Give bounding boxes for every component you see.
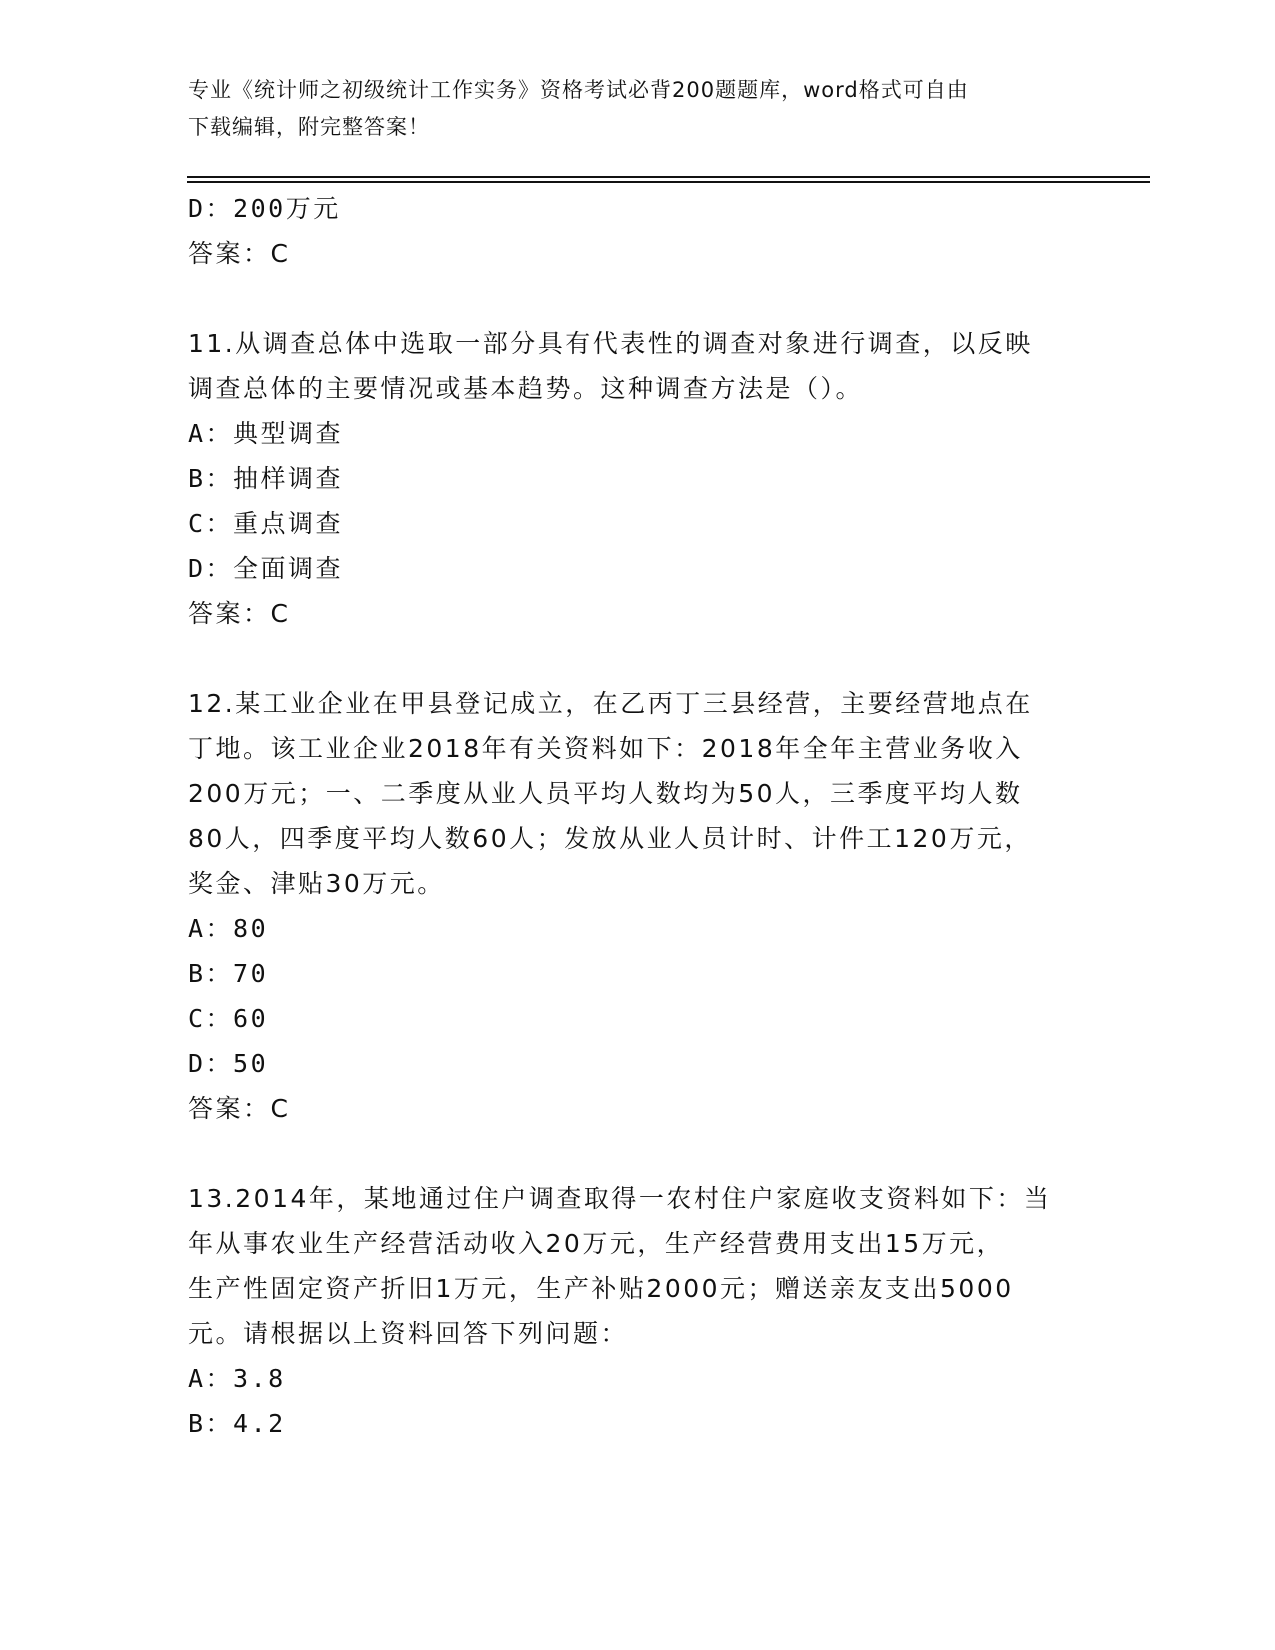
question-text-line: 200万元；一、二季度从业人员平均人数均为50人，三季度平均人数 xyxy=(188,779,1023,808)
option-a: A：典型调查 xyxy=(188,419,344,448)
option-d: D：200万元 xyxy=(188,194,341,223)
header-line-2: 下载编辑，附完整答案！ xyxy=(188,115,430,139)
document-body xyxy=(188,186,1088,1446)
spacer xyxy=(188,1131,1088,1176)
answer: 答案：C xyxy=(188,1094,291,1123)
option-a: A：3.8 xyxy=(188,1364,286,1393)
document-header xyxy=(188,72,1078,146)
question-text-line: 13.2014年，某地通过住户调查取得一农村住户家庭收支资料如下：当 xyxy=(188,1184,1052,1213)
question-text-line: 年从事农业生产经营活动收入20万元，生产经营费用支出15万元， xyxy=(188,1229,1005,1258)
question-text-line: 调查总体的主要情况或基本趋势。这种调查方法是（）。 xyxy=(188,374,864,403)
question-text-line: 80人，四季度平均人数60人；发放从业人员计时、计件工120万元， xyxy=(188,824,1032,853)
option-b: B：抽样调查 xyxy=(188,464,344,493)
spacer xyxy=(188,276,1088,321)
question-text-line: 元。请根据以上资料回答下列问题： xyxy=(188,1319,629,1348)
option-d: D：全面调查 xyxy=(188,554,344,583)
question-prev-tail xyxy=(188,186,1088,276)
option-b: B：70 xyxy=(188,959,269,988)
question-text-line: 11.从调查总体中选取一部分具有代表性的调查对象进行调查，以反映 xyxy=(188,329,1033,358)
question-text-line: 生产性固定资产折旧1万元，生产补贴2000元；赠送亲友支出5000 xyxy=(188,1274,1014,1303)
option-a: A：80 xyxy=(188,914,269,943)
option-b: B：4.2 xyxy=(188,1409,286,1438)
option-c: C：重点调查 xyxy=(188,509,344,538)
question-text-line: 丁地。该工业企业2018年有关资料如下：2018年全年主营业务收入 xyxy=(188,734,1023,763)
answer: 答案：C xyxy=(188,599,291,628)
question-text-line: 奖金、津贴30万元。 xyxy=(188,869,445,898)
answer: 答案：C xyxy=(188,239,291,268)
question-13 xyxy=(188,1176,1088,1446)
question-11 xyxy=(188,321,1088,636)
option-d: D：50 xyxy=(188,1049,269,1078)
question-text-line: 12.某工业企业在甲县登记成立，在乙丙丁三县经营，主要经营地点在 xyxy=(188,689,1033,718)
option-c: C：60 xyxy=(188,1004,269,1033)
header-divider-top xyxy=(187,176,1150,178)
spacer xyxy=(188,636,1088,681)
question-12 xyxy=(188,681,1088,1131)
header-divider-bottom xyxy=(187,181,1150,183)
header-line-1: 专业《统计师之初级统计工作实务》资格考试必背200题题库，word格式可自由 xyxy=(188,78,969,102)
